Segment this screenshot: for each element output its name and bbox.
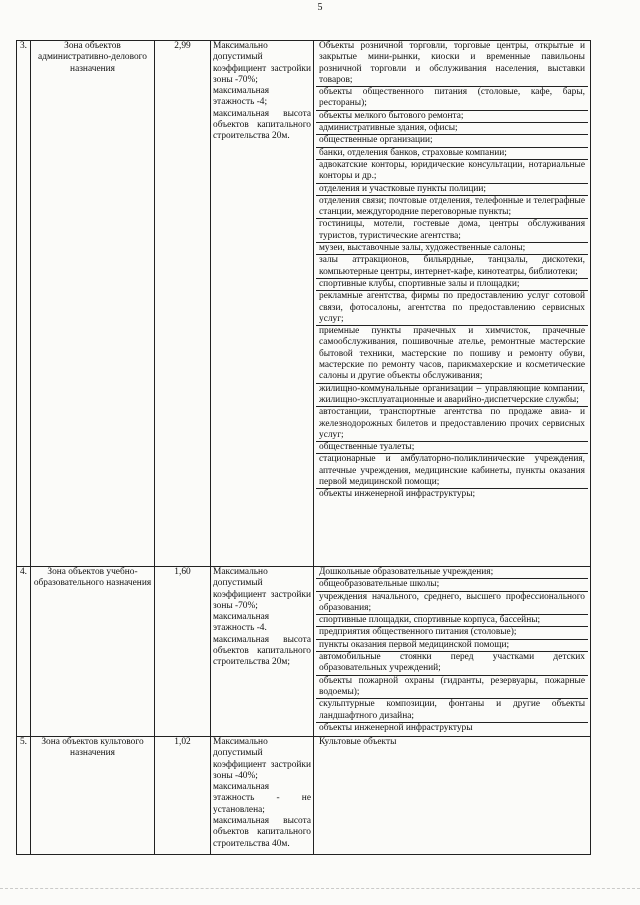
use-item: жилищно-коммунальные организации – управляющие компании, жилищно-эксплуатационные и аварийно-диспетчерские службы; bbox=[316, 384, 588, 408]
table-row bbox=[17, 41, 591, 567]
parameter-line: максимальная этажность -4; bbox=[213, 86, 270, 108]
row-number: 5. bbox=[17, 737, 31, 855]
use-item: Дошкольные образовательные учреждения; bbox=[316, 567, 588, 579]
scan-artifact-line bbox=[0, 888, 640, 893]
use-item: учреждения начального, среднего, высшего профессионального образования; bbox=[316, 592, 588, 616]
use-item: залы аттракционов, бильярдные, танцзалы, дискотеки, компьютерные центры, интернет-кафе, кинотеатры, библиотеки; bbox=[316, 255, 588, 279]
use-item: отделения связи; почтовые отделения, телефонные и телеграфные станции, междугородние переговорные пункты; bbox=[316, 196, 588, 220]
use-item: объекты общественного питания (столовые, кафе, бары, рестораны); bbox=[316, 87, 588, 111]
parameter-line: максимальная этажность -4. bbox=[213, 612, 270, 634]
zone-uses bbox=[314, 41, 591, 567]
use-item: административные здания, офисы; bbox=[316, 123, 588, 135]
row-number: 3. bbox=[17, 41, 31, 567]
use-item: стационарные и амбулаторно-поликлинические учреждения, аптечные учреждения, медицинские кабинеты, пункты оказания первой медицинской помощи; bbox=[316, 454, 588, 489]
use-item: рекламные агентства, фирмы по предоставлению услуг сотовой связи, фотосалоны, агентства по предоставлению сервисных услуг; bbox=[316, 291, 588, 326]
zone-uses bbox=[314, 567, 591, 737]
parameter-line: максимальная высота объектов капитального строительства 20м. bbox=[213, 108, 311, 142]
use-item: гостиницы, мотели, гостевые дома, центры обслуживания туристов, туристические агентства; bbox=[316, 219, 588, 243]
use-item: предприятия общественного питания (столовые); bbox=[316, 627, 588, 639]
page-number: 5 bbox=[317, 2, 323, 13]
use-item: спортивные клубы, спортивные залы и площадки; bbox=[316, 279, 588, 291]
zone-parameters bbox=[211, 41, 314, 567]
zone-name: Зона объектов административно-делового назначения bbox=[31, 41, 155, 567]
parameter-line: максимальная высота объектов капитального строительства 20м; bbox=[213, 634, 311, 668]
zones-table bbox=[16, 40, 591, 855]
parameter-line: Максимально допустимый коэффициент застройки зоны -70%; bbox=[213, 567, 311, 611]
row-number: 4. bbox=[17, 567, 31, 737]
use-item: спортивные площадки, спортивные корпуса, бассейны; bbox=[316, 615, 588, 627]
parameter-line: Максимально допустимый коэффициент застройки зоны -40%; bbox=[213, 737, 311, 781]
use-item: объекты мелкого бытового ремонта; bbox=[316, 111, 588, 123]
use-item: Культовые объекты bbox=[319, 737, 397, 747]
use-item: Объекты розничной торговли, торговые центры, открытые и закрытые мини-рынки, киоски и временные павильоны розничной торговли и обслуживания населения, выставки товаров; bbox=[316, 41, 588, 87]
zones-table-body bbox=[17, 41, 591, 855]
zone-area: 1,60 bbox=[155, 567, 211, 737]
use-item: общеобразовательные школы; bbox=[316, 579, 588, 591]
use-item: автостанции, транспортные агентства по продаже авиа- и железнодорожных билетов и предоставлению прочих сервисных услуг; bbox=[316, 407, 588, 442]
table-row bbox=[17, 567, 591, 737]
use-item: скульптурные композиции, фонтаны и другие объекты ландшафтного дизайна; bbox=[316, 699, 588, 723]
zone-name: Зона объектов культового назначения bbox=[31, 737, 155, 855]
parameter-line: максимальная этажность - не установлена; bbox=[213, 782, 311, 815]
use-item: отделения и участковые пункты полиции; bbox=[316, 184, 588, 196]
use-item: общественные туалеты; bbox=[316, 442, 588, 454]
use-item: объекты инженерной инфраструктуры bbox=[319, 722, 473, 733]
zone-uses bbox=[314, 737, 591, 855]
zone-parameters bbox=[211, 567, 314, 737]
zone-area: 1,02 bbox=[155, 737, 211, 855]
use-item: объекты пожарной охраны (гидранты, резервуары, пожарные водоемы); bbox=[316, 676, 588, 700]
use-item: пункты оказания первой медицинской помощи; bbox=[316, 640, 588, 652]
parameter-line: максимальная высота объектов капитального строительства 40м. bbox=[213, 816, 311, 849]
zone-name: Зона объектов учебно-образовательного назначения bbox=[31, 567, 155, 737]
parameter-line: Максимально допустимый коэффициент застройки зоны -70%; bbox=[213, 41, 311, 85]
use-item: банки, отделения банков, страховые компании; bbox=[316, 148, 588, 160]
use-item: автомобильные стоянки перед участками детских образовательных учреждений; bbox=[316, 652, 588, 676]
use-item: адвокатские конторы, юридические консультации, нотариальные конторы и др.; bbox=[316, 160, 588, 184]
use-item: объекты инженерной инфраструктуры; bbox=[319, 489, 476, 500]
use-item: музеи, выставочные залы, художественные салоны; bbox=[316, 243, 588, 255]
table-row bbox=[17, 737, 591, 855]
zone-area: 2,99 bbox=[155, 41, 211, 567]
use-item: приемные пункты прачечных и химчисток, прачечные самообслуживания, пошивочные ателье, ремонтные мастерские бытовой техники, мастерские по пошиву и ремонту обуви, мастерские по ремонту часов, парикмахерские и косметические салоны и другие объекты обслуживания; bbox=[316, 326, 588, 383]
use-item: общественные организации; bbox=[316, 135, 588, 147]
zone-parameters bbox=[211, 737, 314, 855]
